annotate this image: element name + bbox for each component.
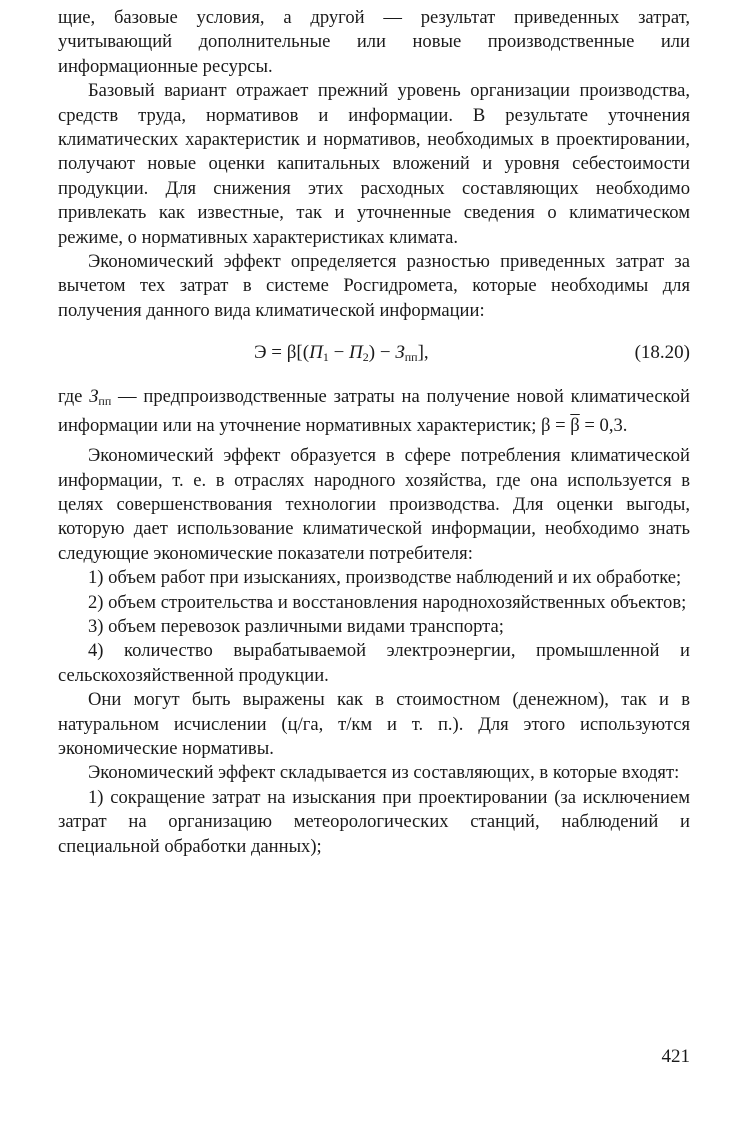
- list-item: 1) объем работ при изысканиях, производстве наблюдений и их обработке;: [88, 567, 682, 589]
- page-number: 421: [661, 1046, 690, 1067]
- list-item: 4) количество вырабатываемой электроэнергии, промышленной и сельскохозяйственной продукции.: [58, 640, 690, 686]
- page-body: [58, 6, 690, 859]
- equation-number: (18.20): [634, 342, 690, 364]
- paragraph-components: Экономический эффект складывается из составляющих, в которые входят:: [88, 762, 680, 784]
- paragraph-units: Они могут быть выражены как в стоимостном (денежном), так и в натуральном исчислении (ц/га, т/км и т. п.). Для этого используются экономические нормативы.: [58, 689, 690, 759]
- formula-block: [58, 337, 690, 371]
- list-item: 3) объем перевозок различными видами транспорта;: [88, 615, 504, 637]
- formula-18-20: $Э = \beta[(П_1 - П_2) - З_{пп}]$,: [254, 342, 429, 365]
- paragraph-economic-effect: Экономический эффект определяется разностью приведенных затрат за вычетом тех затрат в системе Росгидромета, которые необходимы для получения данного вида климатической информации:: [58, 251, 690, 321]
- paragraph-base-variant: Базовый вариант отражает прежний уровень организации производства, средств труда, нормативов и информации. В результате уточнения климатических характеристик и нормативов, необходимых в проектировании, получают новые оценки капитальных вложений и уровня себестоимости продукции. Для снижения этих расходных составляющих необходимо привлекать как известные, так и уточненные сведения о климатическом режиме, о нормативных характеристиках климата.: [58, 80, 690, 248]
- paragraph-consumption: Экономический эффект образуется в сфере потребления климатической информации, т. е. в отраслях народного хозяйства, где она используется в целях совершенствования технологии производства. Для оценки выгоды, которую дает использование климатической информации, необходимо знать следующие экономические показатели потребителя:: [58, 445, 690, 564]
- paragraph-continuation: щие, базовые условия, а другой — результат приведенных затрат, учитывающий дополнительные или новые производственные или информационные ресурсы.: [58, 7, 690, 77]
- list-item: 1) сокращение затрат на изыскания при проектировании (за исключением затрат на организацию метеорологических станций, наблюдений и специальной обработки данных);: [58, 786, 690, 857]
- paragraph-where: где $З_{пп}$ — предпроизводственные затраты на получение новой климатической информации или на уточнение нормативных характеристик; $\beta = \overline{\beta} = 0,3$.: [58, 386, 690, 436]
- list-item: 2) объем строительства и восстановления народнохозяйственных объектов;: [88, 591, 687, 613]
